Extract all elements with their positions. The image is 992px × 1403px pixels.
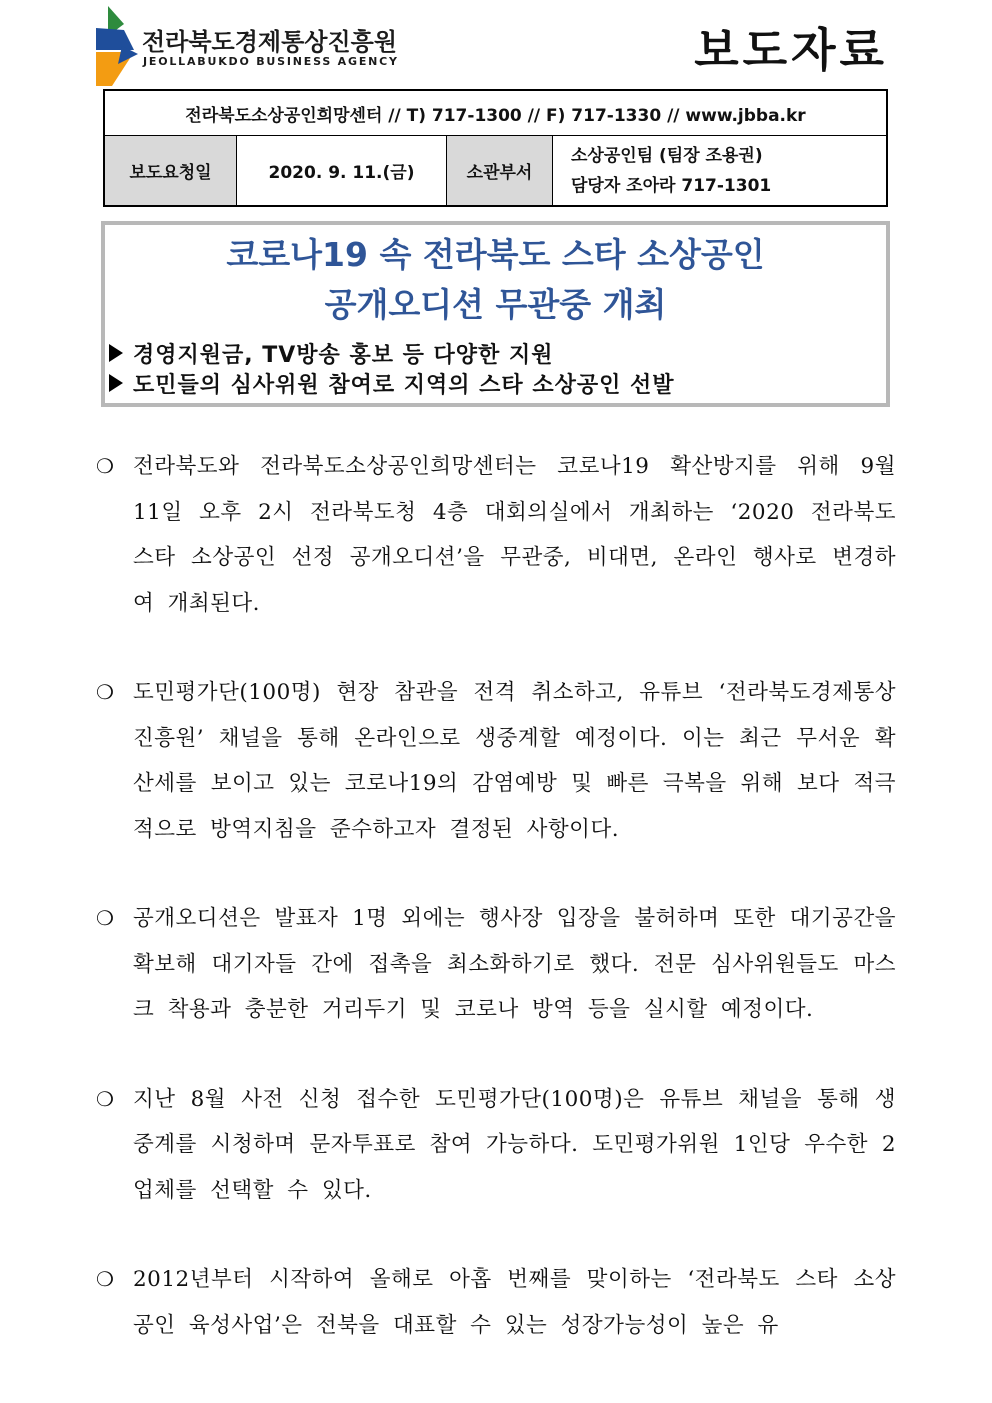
body-paragraph bbox=[96, 444, 896, 626]
department-contact: 담당자 조아라 717-1301 bbox=[571, 175, 772, 196]
document-type-title: 보도자료 bbox=[694, 23, 888, 77]
paragraph-text: 도민평가단(100명) 현장 참관을 전격 취소하고, 유튜브 ‘전라북도경제통상진흥원’ 채널을 통해 온라인으로 생중계할 예정이다. 이는 최근 무서운 확산세를 보이고 있는 코로나19의 감염예방 및 빠른 극복을 위해 보다 적극적으로 방역지침을 준수하고자 결정된 사항이다. bbox=[133, 680, 896, 842]
contact-line: 전라북도소상공인희망센터 // T) 717-1300 // F) 717-1330 // www.jbba.kr bbox=[104, 90, 887, 136]
subpoint-item bbox=[109, 368, 886, 398]
subpoint-text: 도민들의 심사위원 참여로 지역의 스타 소상공인 선발 bbox=[133, 372, 675, 398]
press-info-table bbox=[103, 89, 888, 207]
circle-bullet-icon: ❍ bbox=[96, 1086, 114, 1111]
body-paragraph bbox=[96, 670, 896, 852]
headline-line-2: 공개오디션 무관중 개최 bbox=[324, 285, 667, 324]
department-team: 소상공인팀 (팀장 조용권) bbox=[571, 145, 763, 166]
circle-bullet-icon: ❍ bbox=[96, 454, 114, 478]
department-label: 소관부서 bbox=[447, 136, 553, 207]
circle-bullet-icon: ❍ bbox=[96, 1267, 114, 1291]
agency-logo-icon bbox=[94, 6, 142, 86]
headline-title bbox=[105, 225, 886, 330]
contact-row bbox=[104, 90, 887, 136]
org-name-korean: 전라북도경제통상진흥원 bbox=[142, 28, 398, 56]
subpoint-item bbox=[109, 338, 886, 368]
circle-bullet-icon: ❍ bbox=[96, 680, 114, 704]
department-value bbox=[553, 136, 888, 207]
release-date-value: 2020. 9. 11.(금) bbox=[237, 136, 447, 207]
body-paragraph bbox=[96, 1077, 896, 1214]
body-paragraph bbox=[96, 1257, 896, 1348]
body-paragraph bbox=[96, 896, 896, 1033]
date-dept-row bbox=[104, 136, 887, 207]
paragraph-text: 지난 8월 사전 신청 접수한 도민평가단(100명)은 유튜브 채널을 통해 생중계를 시청하며 문자투표로 참여 가능하다. 도민평가위원 1인당 우수한 2업체를 선택할 수 있다. bbox=[133, 1086, 896, 1203]
subpoint-text: 경영지원금, TV방송 홍보 등 다양한 지원 bbox=[133, 342, 554, 368]
headline-subpoints bbox=[105, 338, 886, 398]
triangle-bullet-icon bbox=[109, 344, 123, 362]
triangle-bullet-icon bbox=[109, 374, 123, 392]
paragraph-text: 2012년부터 시작하여 올해로 아홉 번째를 맞이하는 ‘전라북도 스타 소상공인 육성사업’은 전북을 대표할 수 있는 성장가능성이 높은 유 bbox=[133, 1267, 896, 1338]
circle-bullet-icon: ❍ bbox=[96, 906, 114, 930]
release-date-label: 보도요청일 bbox=[104, 136, 237, 207]
headline-box bbox=[101, 221, 890, 407]
paragraph-text: 전라북도와 전라북도소상공인희망센터는 코로나19 확산방지를 위해 9월 11일 오후 2시 전라북도청 4층 대회의실에서 개최하는 ‘2020 전라북도 스타 소상공인 선정 공개오디션’을 무관중, 비대면, 온라인 행사로 변경하여 개최된다. bbox=[133, 454, 896, 616]
org-name-english: JEOLLABUKDO BUSINESS AGENCY bbox=[143, 55, 399, 68]
article-body bbox=[96, 444, 896, 1392]
paragraph-text: 공개오디션은 발표자 1명 외에는 행사장 입장을 불허하며 또한 대기공간을 확보해 대기자들 간에 접촉을 최소화하기로 했다. 전문 심사위원들도 마스크 착용과 충분한 거리두기 및 코로나 방역 등을 실시할 예정이다. bbox=[133, 906, 896, 1022]
headline-line-1: 코로나19 속 전라북도 스타 소상공인 bbox=[226, 235, 765, 274]
